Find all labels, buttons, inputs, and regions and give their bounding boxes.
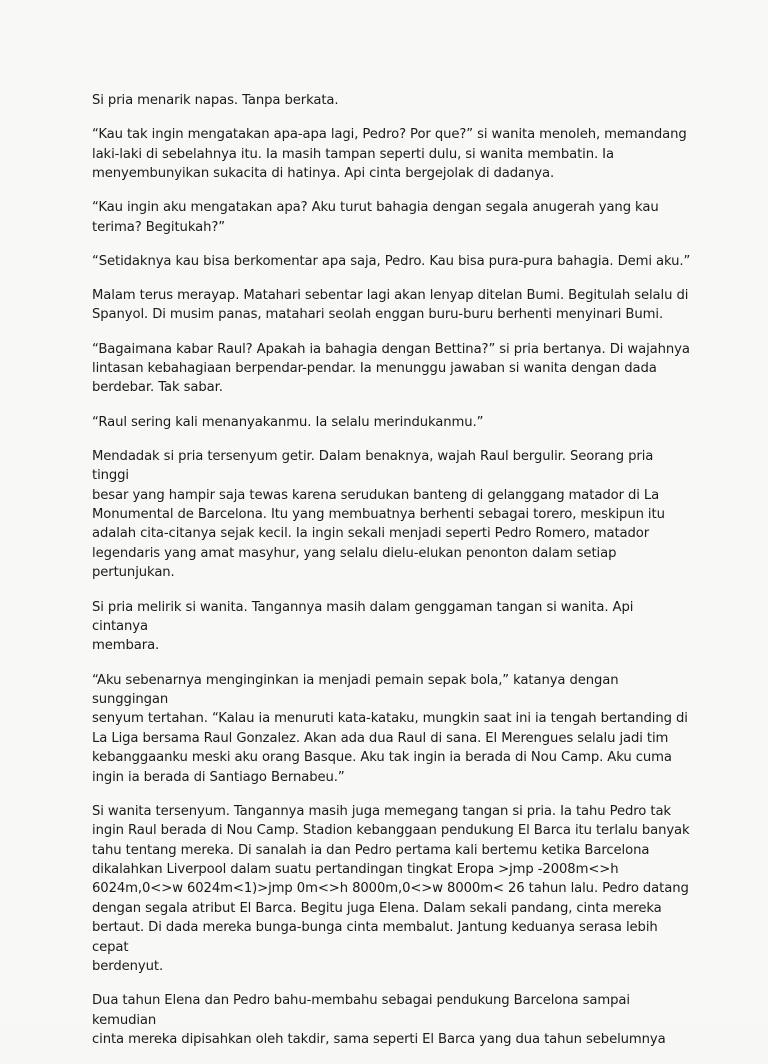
paragraph-1: Si pria menarik napas. Tanpa berkata. [92,93,339,108]
paragraph-9: Si pria melirik si wanita. Tangannya masih dalam genggaman tangan si wanita. Api cintanya membara. [92,599,634,654]
paragraph-8: Mendadak si pria tersenyum getir. Dalam benaknya, wajah Raul bergulir. Seorang pria tinggi besar yang hampir saja tewas karena serudukan banteng di gelanggang matador di La Monumental de Barcelona. Itu yang membuatnya berhenti sebagai torero, meskipun itu adalah cita-citanya sejak kecil. Ia ingin sekali menjadi seperti Pedro Romero, matador legendaris yang amat masyhur, yang selalu dielu-elukan penonton dalam setiap pertunjukan. [92,448,665,581]
paragraph-2: “Kau tak ingin mengatakan apa-apa lagi, Pedro? Por que?” si wanita menoleh, memandang laki-laki di sebelahnya itu. Ia masih tampan seperti dulu, si wanita membatin. Ia menyembunyikan sukacita di hatinya. Api cinta bergejolak di dadanya. [92,127,687,182]
story-text [92,91,692,1064]
paragraph-7: “Raul sering kali menanyakanmu. Ia selalu merindukanmu.” [92,414,484,430]
paragraph-11: Si wanita tersenyum. Tangannya masih juga memegang tangan si pria. Ia tahu Pedro tak ingin Raul berada di Nou Camp. Stadion kebanggaan pendukung El Barca itu terlalu banyak tahu tentang mereka. Di sanalah ia dan Pedro pertama kali bertemu ketika Barcelona dikalahkan Liverpool dalam suatu pertandingan tingkat Eropa >jmp -2008m<>h 6024m,0<>w 6024m<1)>jmp 0m<>h 8000m,0<>w 8000m< 26 tahun lalu. Pedro datang dengan segala atribut El Barca. Begitu juga Elena. Dalam sekali pandang, cinta mereka bertaut. Di dada mereka bunga-bunga cinta membalut. Jantung keduanya serasa lebih cepat berdenyut. [92,803,690,974]
paragraph-12: Dua tahun Elena dan Pedro bahu-membahu sebagai pendukung Barcelona sampai kemudian cinta mereka dipisahkan oleh takdir, sama seperti El Barca yang dua tahun sebelumnya [92,993,666,1048]
paragraph-3: “Kau ingin aku mengatakan apa? Aku turut bahagia dengan segala anugerah yang kau terima? Begitukah?” [92,200,659,235]
paragraph-5: Malam terus merayap. Matahari sebentar lagi akan lenyap ditelan Bumi. Begitulah selalu di Spanyol. Di musim panas, matahari seolah enggan buru-buru berhenti menyinari Bumi. [92,288,689,323]
paragraph-6: “Bagaimana kabar Raul? Apakah ia bahagia dengan Bettina?” si pria bertanya. Di wajahnya lintasan kebahagiaan berpendar-pendar. Ia menunggu jawaban si wanita dengan dada berdebar. Tak sabar. [92,341,690,396]
paragraph-4: “Setidaknya kau bisa berkomentar apa saja, Pedro. Kau bisa pura-pura bahagia. Demi aku.” [92,253,691,269]
paragraph-10: “Aku sebenarnya menginginkan ia menjadi pemain sepak bola,” katanya dengan sunggingan senyum tertahan. “Kalau ia menuruti kata-kataku, mungkin saat ini ia tengah bertanding di La Liga bersama Raul Gonzalez. Akan ada dua Raul di sana. El Merengues selalu jadi tim kebanggaanku meski aku orang Basque. Aku tak ingin ia berada di Nou Camp. Aku cuma ingin ia berada di Santiago Bernabeu.” [92,672,688,785]
